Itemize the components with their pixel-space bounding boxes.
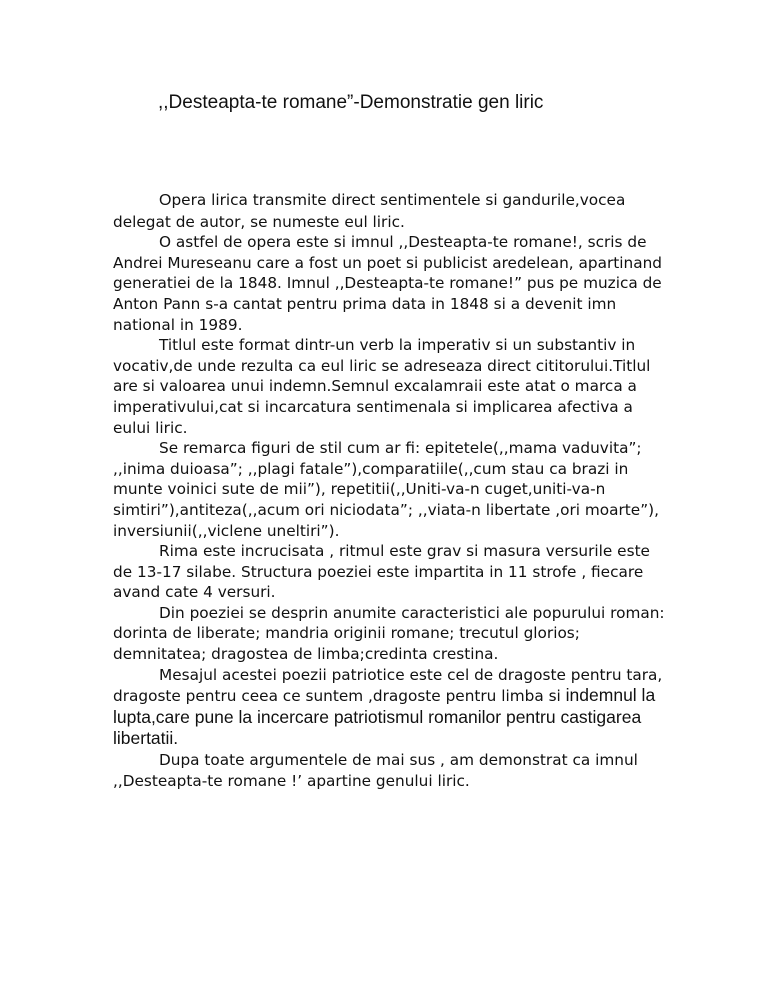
document-body: [113, 190, 673, 791]
paragraph-1-initial: O: [159, 192, 172, 209]
paragraph-6: Din poeziei se desprin anumite caracteristici ale popurului roman: dorinta de liberate; mandria originii romane; trecutul glorios; demnitatea; dragostea de limba;credinta crestina.: [113, 603, 665, 664]
paragraph-2: O astfel de opera este si imnul ,,Desteapta-te romane!, scris de Andrei Mureseanu care a fost un poet si publicist aredelean, apartinand generatiei de la 1848. Imnul ,,Desteapta-te romane!” pus pe muzica de Anton Pann s-a cantat pentru prima data in 1848 si a devenit imn national in 1989.: [113, 233, 662, 334]
paragraph-8: Dupa toate argumentele de mai sus , am demonstrat ca imnul ,,Desteapta-te romane !’ apartine genului liric.: [113, 751, 638, 790]
paragraph-7: [113, 665, 673, 750]
paragraph-7-text: Mesajul acestei poezii patriotice este cel de dragoste pentru tara, dragoste pentru ceea ce suntem ,dragoste pentru limba si: [113, 665, 663, 706]
paragraph-7-larger-text: indemnul la lupta,care pune la incercare patriotismul romanilor pentru castigarea libertatii.: [113, 685, 656, 749]
paragraph-4: Se remarca figuri de stil cum ar fi: epitetele(,,mama vaduvita”; ,,inima duioasa”; ,,plagi fatale”),comparatiile(,,cum stau ca brazi in munte voinici sute de mii”), repetitii(,,Uniti-va-n cuget,uniti-va-n simtiri”),antiteza(,,acum ori niciodata”; ,,viata-n libertate ,ori moarte”), inversiunii(,,viclene uneltiri”).: [113, 439, 659, 540]
paragraph-1-text: pera lirica transmite direct sentimentele si gandurile,vocea delegat de autor, se numeste eul liric.: [113, 191, 626, 231]
paragraph-1: [113, 190, 673, 232]
document-title: ,,Desteapta-te romane”-Demonstratie gen liric: [158, 92, 544, 113]
paragraph-5: Rima este incrucisata , ritmul este grav si masura versurile este de 13-17 silabe. Structura poeziei este impartita in 11 strofe , fiecare avand cate 4 versuri.: [113, 542, 650, 602]
paragraph-3: Titlul este format dintr-un verb la imperativ si un substantiv in vocativ,de unde rezulta ca eul liric se adreseaza direct cititorului.Titlul are si valoarea unui indemn.Semnul excalamraii este atat o marca a imperativului,cat si incarcatura sentimenala si implicarea afectiva a eului liric.: [113, 336, 651, 437]
